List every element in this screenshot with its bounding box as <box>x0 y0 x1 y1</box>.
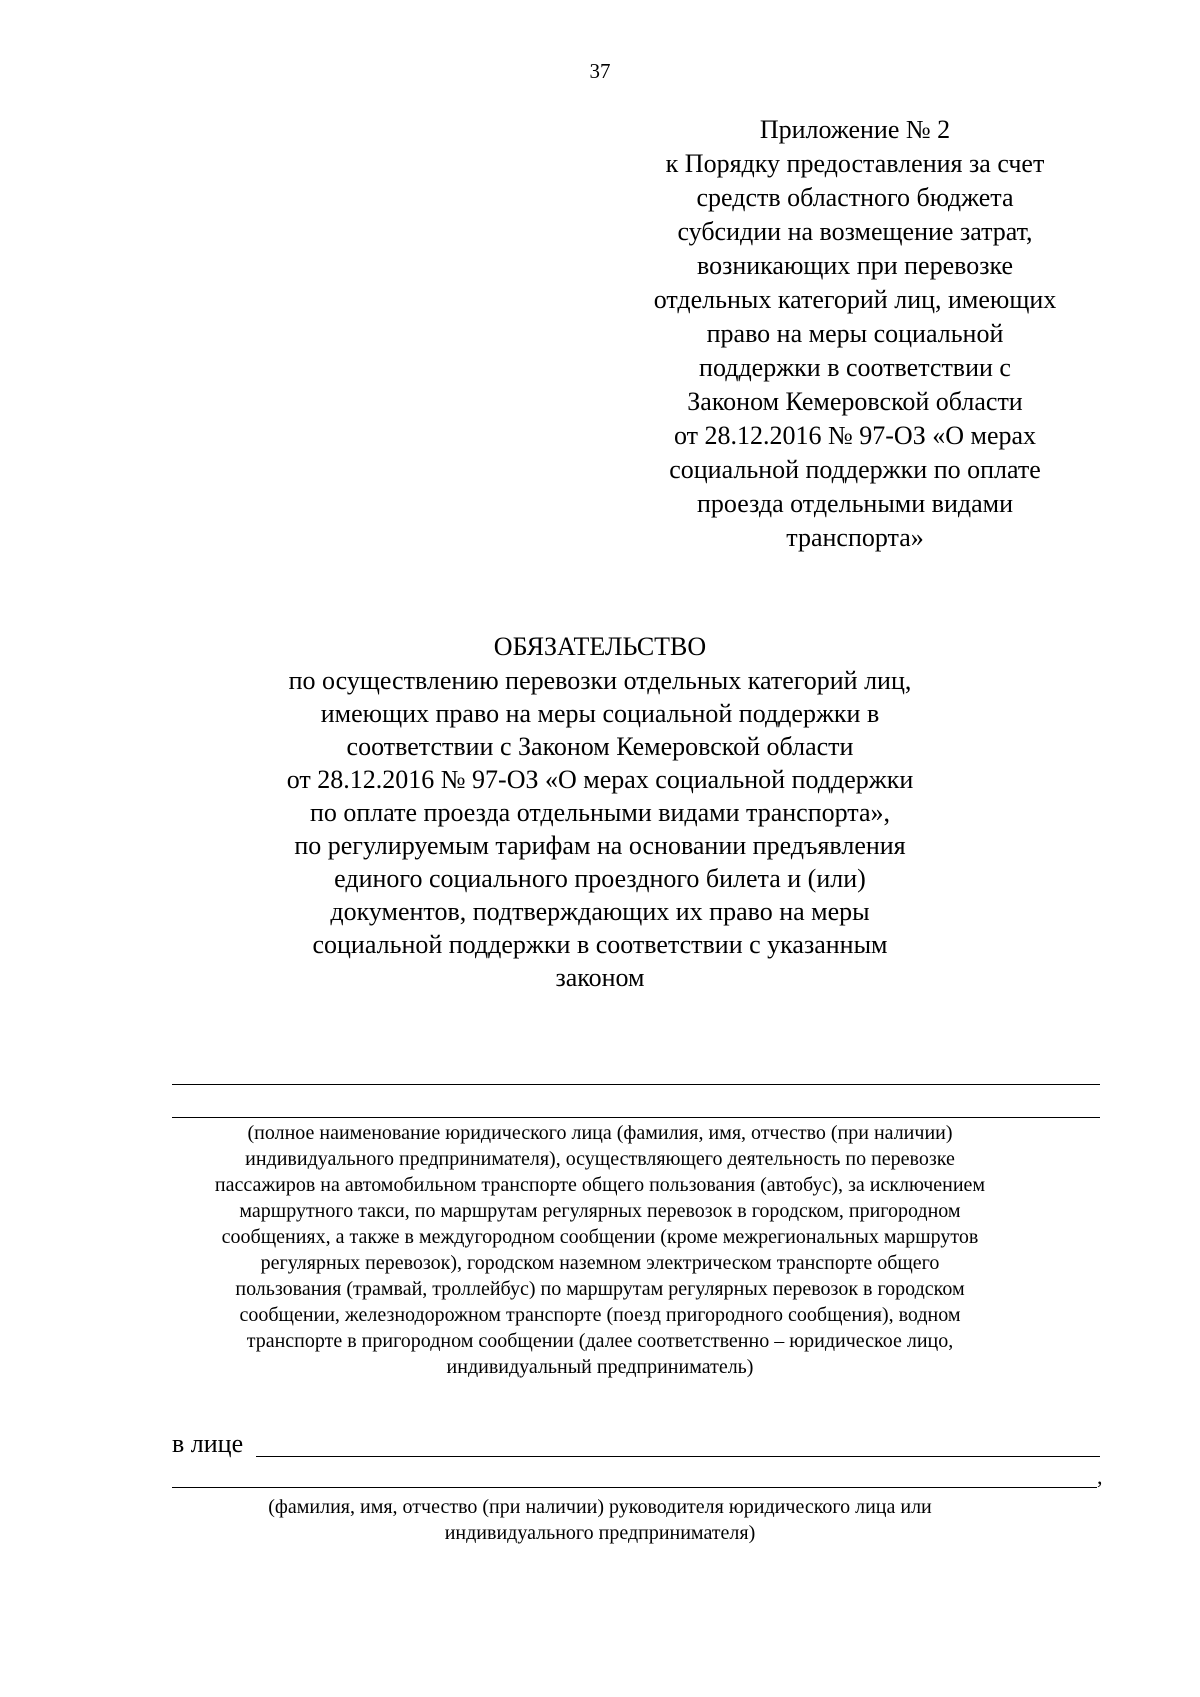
appendix-line: Законом Кемеровской области <box>687 387 1023 416</box>
in-person-label: в лице <box>172 1429 244 1458</box>
caption-line: транспорте в пригородном сообщении (далее соответственно – юридическое лицо, <box>246 1330 954 1352</box>
representative-fill-line-2[interactable] <box>172 1487 1097 1488</box>
caption-line: пользования (трамвай, троллейбус) по маршрутам регулярных перевозок в городском <box>235 1278 965 1300</box>
appendix-line: от 28.12.2016 № 97-ОЗ «О мерах <box>673 421 1037 450</box>
entity-name-fill-line-1[interactable] <box>172 1084 1100 1085</box>
appendix-header <box>640 113 1070 555</box>
representative-fill-line-1[interactable] <box>256 1456 1100 1457</box>
appendix-line: субсидии на возмещение затрат, <box>677 217 1033 246</box>
appendix-line: транспорта» <box>786 523 924 552</box>
caption-line: регулярных перевозок), городском наземном электрическом транспорте общего <box>260 1252 940 1274</box>
caption-line: сообщении, железнодорожном транспорте (поезд пригородного сообщения), водном <box>239 1304 961 1326</box>
caption-line: индивидуальный предприниматель) <box>446 1356 754 1378</box>
appendix-line: право на меры социальной <box>706 319 1004 348</box>
obligation-line: законом <box>555 963 645 992</box>
caption-line: сообщениях, а также в междугородном сообщении (кроме межрегиональных маршрутов <box>221 1226 979 1248</box>
obligation-heading: ОБЯЗАТЕЛЬСТВО <box>493 632 707 661</box>
obligation-line: по регулируемым тарифам на основании предъявления <box>294 831 906 860</box>
appendix-line: отдельных категорий лиц, имеющих <box>653 285 1057 314</box>
appendix-line: Приложение № 2 <box>759 115 951 144</box>
appendix-line: поддержки в соответствии с <box>699 353 1011 382</box>
obligation-title-block <box>250 630 950 994</box>
obligation-line: документов, подтверждающих их право на меры <box>330 897 870 926</box>
caption-line: индивидуального предпринимателя), осуществляющего деятельность по перевозке <box>245 1148 955 1170</box>
obligation-line: единого социального проездного билета и (или) <box>334 864 866 893</box>
entity-name-fill-line-2[interactable] <box>172 1117 1100 1118</box>
obligation-line: социальной поддержки в соответствии с указанным <box>312 930 888 959</box>
obligation-line: имеющих право на меры социальной поддержки в <box>320 699 880 728</box>
appendix-line: средств областного бюджета <box>696 183 1014 212</box>
obligation-line: по оплате проезда отдельными видами транспорта», <box>309 798 891 827</box>
caption-line: индивидуального предпринимателя) <box>444 1522 756 1544</box>
caption-line: (полное наименование юридического лица (фамилия, имя, отчество (при наличии) <box>247 1122 953 1144</box>
obligation-line: соответствии с Законом Кемеровской области <box>346 732 854 761</box>
obligation-line: по осуществлению перевозки отдельных категорий лиц, <box>288 666 912 695</box>
caption-line: пассажиров на автомобильном транспорте общего пользования (автобус), за исключением <box>214 1174 986 1196</box>
caption-line: (фамилия, имя, отчество (при наличии) руководителя юридического лица или <box>268 1496 932 1518</box>
appendix-line: проезда отдельными видами <box>696 489 1013 518</box>
appendix-line: возникающих при перевозке <box>696 251 1014 280</box>
appendix-line: к Порядку предоставления за счет <box>665 149 1045 178</box>
page-number: 37 <box>589 59 611 83</box>
obligation-line: от 28.12.2016 № 97-ОЗ «О мерах социальной поддержки <box>286 765 914 794</box>
trailing-comma: , <box>1097 1464 1103 1489</box>
entity-name-caption <box>150 1120 1050 1380</box>
appendix-line: социальной поддержки по оплате <box>669 455 1041 484</box>
representative-caption <box>150 1494 1050 1546</box>
caption-line: маршрутного такси, по маршрутам регулярных перевозок в городском, пригородном <box>239 1200 961 1222</box>
